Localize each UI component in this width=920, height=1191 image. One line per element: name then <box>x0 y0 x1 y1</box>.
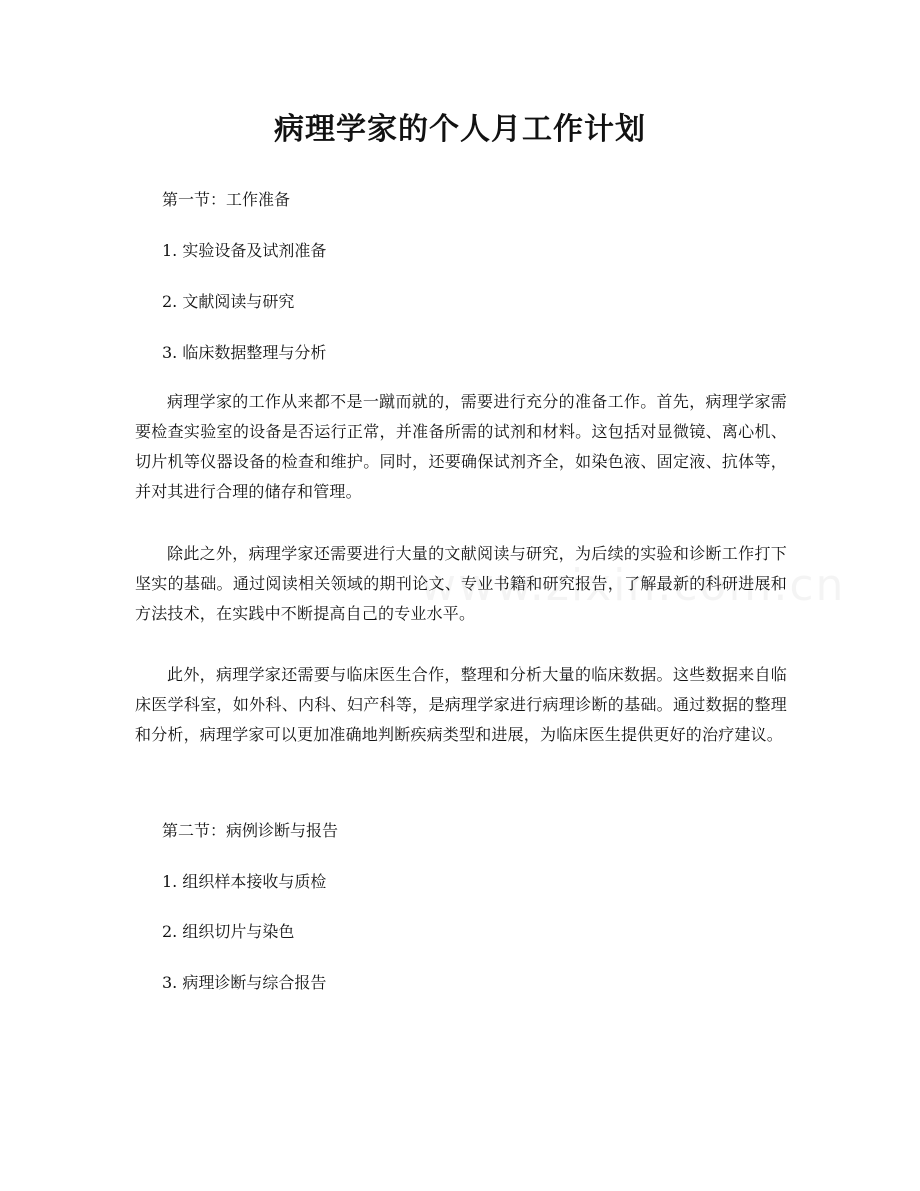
section1-item-2: 2. 文献阅读与研究 <box>162 292 295 311</box>
section1-paragraph-1: 病理学家的工作从来都不是一蹴而就的，需要进行充分的准备工作。首先，病理学家需要检查实验室的设备是否运行正常，并准备所需的试剂和材料。这包括对显微镜、离心机、切片机等仪器设备的检查和维护。同时，还要确保试剂齐全，如染色液、固定液、抗体等，并对其进行合理的储存和管理。 <box>135 392 787 501</box>
section2-heading: 第二节：病例诊断与报告 <box>162 821 339 840</box>
section1-paragraph-3: 此外，病理学家还需要与临床医生合作，整理和分析大量的临床数据。这些数据来自临床医学科室，如外科、内科、妇产科等，是病理学家进行病理诊断的基础。通过数据的整理和分析，病理学家可以更加准确地判断疾病类型和进展，为临床医生提供更好的治疗建议。 <box>135 665 787 744</box>
section1-paragraph-2: 除此之外，病理学家还需要进行大量的文献阅读与研究，为后续的实验和诊断工作打下坚实的基础。通过阅读相关领域的期刊论文、专业书籍和研究报告，了解最新的科研进展和方法技术，在实践中不断提高自己的专业水平。 <box>135 544 787 623</box>
section1-item-1: 1. 实验设备及试剂准备 <box>162 241 327 260</box>
section2-item-3: 3. 病理诊断与综合报告 <box>162 973 327 992</box>
section1-heading: 第一节：工作准备 <box>162 190 291 209</box>
section1-item-3: 3. 临床数据整理与分析 <box>162 343 327 362</box>
document-title: 病理学家的个人月工作计划 <box>274 112 646 147</box>
section2-item-1: 1. 组织样本接收与质检 <box>162 872 327 891</box>
section2-item-2: 2. 组织切片与染色 <box>162 922 295 941</box>
